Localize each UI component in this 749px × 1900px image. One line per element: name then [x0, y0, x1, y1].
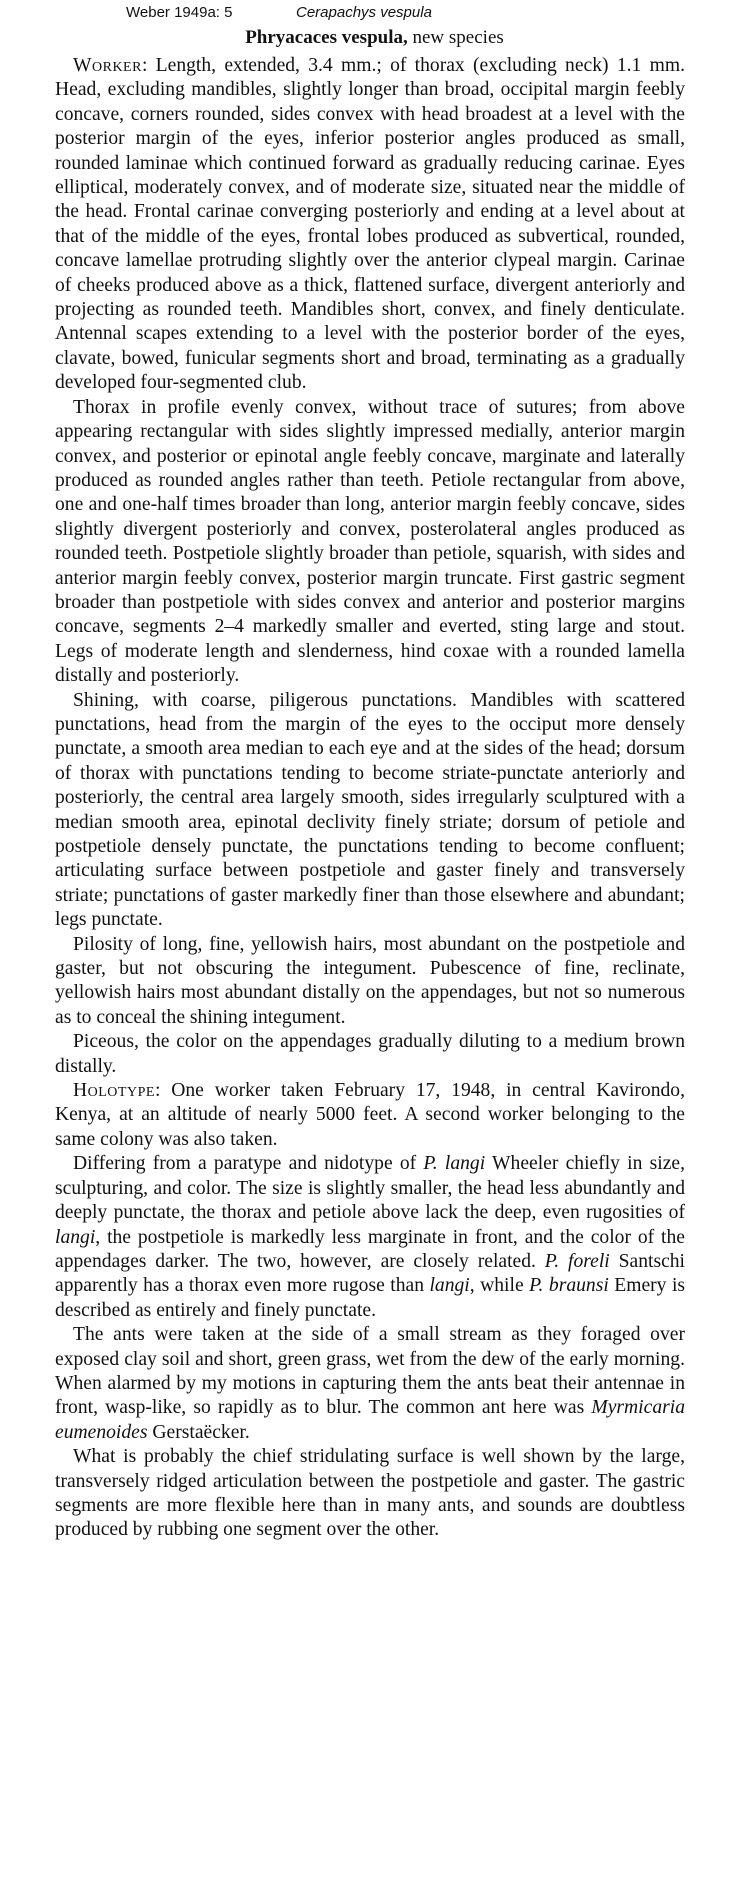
paragraph-behavior [55, 1323, 685, 1445]
paragraph-sculpture: Shining, with coarse, piligerous punctations. Mandibles with scattered punctations, head from the margin of the eyes to the occiput more densely punctate, a smooth area median to each eye and at the sides of the head; dorsum of thorax with punctations tending to become striate-punctate anteriorly and posteriorly, the central area largely smooth, sides irregularly sculptured with a median smooth area, epinotal declivity finely striate; dorsum of petiole and postpetiole densely punctate, the punctations tending to become confluent; articulating surface between postpetiole and gaster finely and transversely striate; punctations of gaster markedly finer than those elsewhere and abundant; legs punctate. [55, 689, 685, 931]
comparison-text: , the postpetiole is markedly less marginate in front, and the color of the appendages darker. The two, however, are closely related. [55, 1226, 685, 1272]
behavior-text: Gerstaëcker. [147, 1421, 250, 1443]
comparison-text: Wheeler chiefly in size, sculpturing, and color. The size is slightly smaller, the head less abundantly and deeply punctate, the thorax and petiole above lack the deep, even rugosities of [55, 1153, 685, 1224]
taxon-name: langi [55, 1226, 96, 1248]
paragraph-holotype [55, 1079, 685, 1152]
paragraph-stridulation: What is probably the chief stridulating surface is well shown by the large, transversely ridged articulation between the postpetiole and gaster. The gastric segments are more flexible here than in many ants, and sounds are doubtless produced by rubbing one segment over the other. [55, 1446, 685, 1541]
comparison-text: Differing from a paratype and nidotype of [73, 1153, 424, 1175]
species-title [0, 27, 749, 49]
comparison-text: Santschi apparently has a thorax even more rugose than [55, 1250, 685, 1297]
page-header [126, 4, 686, 26]
taxon-name: P. langi [423, 1153, 486, 1175]
taxon-name: Myrmicaria eumenoides [55, 1397, 685, 1443]
paragraph-thorax: Thorax in profile evenly convex, without trace of sutures; from above appearing rectangular with sides slightly impressed medially, anterior margin convex, and posterior or epinotal angle feebly concave, marginate and laterally produced as rounded angles rather than teeth. Petiole rectangular from above, one and one-half times broader than long, anterior margin feebly concave, sides slightly divergent posteriorly and convex, posterolateral angles produced as rounded teeth. Postpetiole slightly broader than petiole, squarish, with sides and anterior margin feebly convex, posterior margin truncate. First gastric segment broader than postpetiole with sides convex and anterior and posterior margins concave, segments 2–4 markedly smaller and everted, sting large and stout. Legs of moderate length and slenderness, hind coxae with a rounded lamella distally and posteriorly. [55, 396, 685, 687]
title-note: new species [407, 27, 504, 48]
paragraph-color: Piceous, the color on the appendages gradually diluting to a medium brown distally. [55, 1031, 685, 1077]
citation: Weber 1949a: 5 [126, 4, 233, 21]
taxon-name: P. braunsi [529, 1275, 609, 1297]
worker-text: : Length, extended, 3.4 mm.; of thorax (excluding neck) 1.1 mm. Head, excluding mandibles, slightly longer than broad, occipital margin feebly concave, corners rounded, sides convex with head broadest at a level with the posterior margin of the eyes, inferior posterior angles produced as small, rounded laminae which continued forward as gradually reducing carinae. Eyes elliptical, moderately convex, and of moderate size, situated near the middle of the head. Frontal carinae converging posteriorly and ending at a level about at that of the middle of the eyes, frontal lobes produced as subvertical, rounded, concave lamellae protruding slightly over the anterior clypeal margin. Carinae of cheeks produced above as a thick, flattened surface, divergent anteriorly and projecting as rounded teeth. Mandibles short, convex, and finely denticulate. Antennal scapes extending to a level with the posterior border of the eyes, clavate, bowed, funicular segments short and broad, terminating as a gradually developed four-segmented club. [55, 55, 685, 394]
paragraph-worker [55, 54, 685, 396]
worker-label: Worker [73, 55, 142, 76]
description-body [55, 54, 685, 1543]
title-name: Phryacaces vespula, [245, 27, 408, 48]
paragraph-pilosity: Pilosity of long, fine, yellowish hairs, most abundant on the postpetiole and gaster, but not obscuring the integument. Pubescence of fine, reclinate, yellowish hairs most abundant distally on the appendages, but not so numerous as to conceal the shining integument. [55, 933, 685, 1028]
comparison-text: , while [469, 1275, 530, 1297]
taxon-name: langi [429, 1275, 470, 1297]
species-name: Cerapachys vespula [296, 4, 432, 21]
holotype-text: : One worker taken February 17, 1948, in central Kavirondo, Kenya, at an altitude of nearly 5000 feet. A second worker belonging to the same colony was also taken. [55, 1080, 685, 1150]
behavior-text: The ants were taken at the side of a small stream as they foraged over exposed clay soil and short, green grass, wet from the dew of the early morning. When alarmed by my motions in capturing them the ants beat their antennae in front, wasp-like, so rapidly as to blur. The common ant here was [55, 1324, 685, 1419]
comparison-text: Emery is described as entirely and finely punctate. [55, 1275, 686, 1321]
paragraph-comparison [55, 1152, 685, 1323]
taxon-name: P. foreli [544, 1250, 610, 1272]
holotype-label: Holotype [73, 1080, 155, 1102]
